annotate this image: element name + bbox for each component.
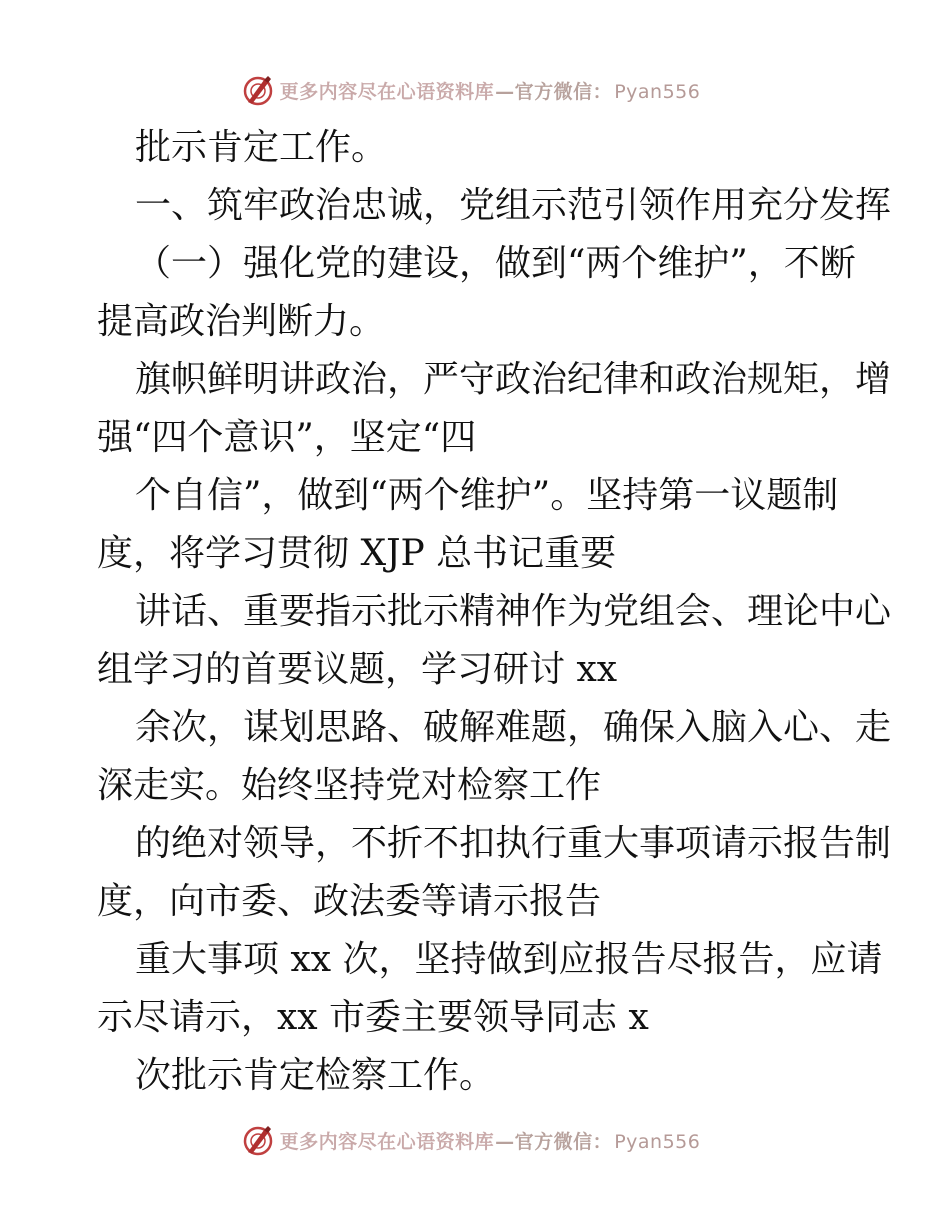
pen-circle-icon <box>242 1124 274 1156</box>
text-line: 批示肯定工作。 <box>135 127 388 168</box>
text-line: 个自信”，做到“两个维护”。坚持第一议题制 <box>135 475 839 516</box>
pen-circle-icon <box>242 74 274 106</box>
text-line: 示尽请示，xx 市委主要领导同志 x <box>97 997 649 1038</box>
watermark-group <box>242 74 701 106</box>
watermark-id: Pyan556 <box>614 1130 701 1153</box>
watermark-group <box>242 1124 701 1156</box>
text-line: 度，将学习贯彻 XJP 总书记重要 <box>97 533 617 574</box>
watermark-dash: —官方微信： <box>495 1130 613 1153</box>
text-line: 深走实。始终坚持党对检察工作 <box>97 765 602 806</box>
watermark-main: 更多内容尽在心语资料库 <box>279 80 495 103</box>
header-watermark <box>0 70 950 110</box>
watermark-text <box>280 1127 701 1154</box>
text-line: 余次，谋划思路、破解难题，确保入脑入心、走 <box>135 707 892 748</box>
watermark-main: 更多内容尽在心语资料库 <box>279 1130 495 1153</box>
footer-watermark <box>0 1120 950 1160</box>
text-line: 提高政治判断力。 <box>97 301 386 342</box>
section-heading: 一、筑牢政治忠诚，党组示范引领作用充分发挥 <box>135 185 892 226</box>
text-line: 讲话、重要指示批示精神作为党组会、理论中心 <box>135 591 892 632</box>
subsection-heading: （一）强化党的建设，做到“两个维护”，不断 <box>135 243 856 284</box>
text-line: 强“四个意识”，坚定“四 <box>97 417 477 458</box>
text-line: 度，向市委、政法委等请示报告 <box>97 881 602 922</box>
text-line: 重大事项 xx 次，坚持做到应报告尽报告，应请 <box>135 939 883 980</box>
text-line: 次批示肯定检察工作。 <box>135 1055 496 1096</box>
text-line: 组学习的首要议题，学习研讨 xx <box>97 649 618 690</box>
text-line: 的绝对领导，不折不扣执行重大事项请示报告制 <box>135 823 892 864</box>
watermark-text <box>280 77 701 104</box>
watermark-dash: —官方微信： <box>495 80 613 103</box>
watermark-id: Pyan556 <box>614 80 701 103</box>
text-line: 旗帜鲜明讲政治，严守政治纪律和政治规矩，增 <box>135 359 892 400</box>
